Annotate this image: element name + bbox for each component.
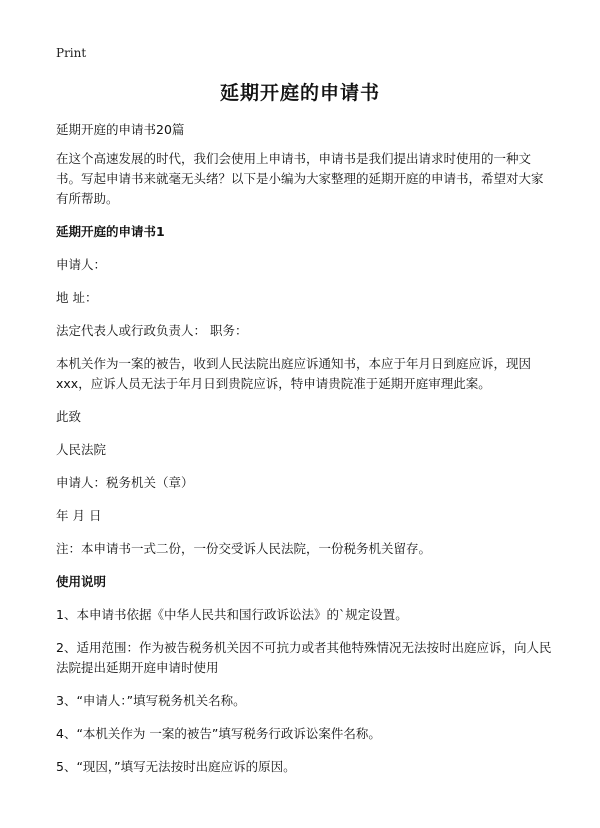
intro-label: 延期开庭的申请书20篇 [56,122,185,137]
section-heading: 延期开庭的申请书1 [56,224,165,239]
print-link[interactable]: Print [56,46,87,60]
signature-line: 申请人：税务机关（章） [56,475,194,490]
applicant-line: 申请人： [56,257,107,272]
document-body [56,120,552,790]
intro-paragraph: 在这个高速发展的时代，我们会使用上申请书，申请书是我们提出请求时使用的一种文书。写起申请书来就毫无头绪？以下是小编为大家整理的延期开庭的申请书，希望对大家有所帮助。 [56,151,544,206]
note-line: 注：本申请书一式二份，一份交受诉人民法院，一份税务机关留存。 [56,541,432,556]
usage-item-2: 2、适用范围：作为被告税务机关因不可抗力或者其他特殊情况无法按时出庭应诉，向人民法院提出延期开庭申请时使用 [56,640,552,675]
salutation: 此致 [56,409,82,424]
date-line: 年 月 日 [56,508,102,523]
document-title: 延期开庭的申请书 [219,82,380,104]
usage-heading: 使用说明 [56,574,107,589]
usage-item-5: 5、“现因，”填写无法按时出庭应诉的原因。 [56,759,296,774]
usage-item-3: 3、“申请人：”填写税务机关名称。 [56,693,246,708]
usage-item-1: 1、本申请书依据《中华人民共和国行政诉讼法》的`规定设置。 [56,607,408,622]
address-line: 地 址： [56,290,98,305]
body-paragraph: 本机关作为一案的被告，收到人民法院出庭应诉通知书，本应于年月日到庭应诉，现因 xxx，应诉人员无法于年月日到贵院应诉，特申请贵院准于延期开庭审理此案。 [56,356,532,391]
court-name: 人民法院 [56,442,107,457]
usage-item-4: 4、“本机关作为 一案的被告”填写税务行政诉讼案件名称。 [56,726,381,741]
representative-line: 法定代表人或行政负责人： 职务： [56,323,248,338]
